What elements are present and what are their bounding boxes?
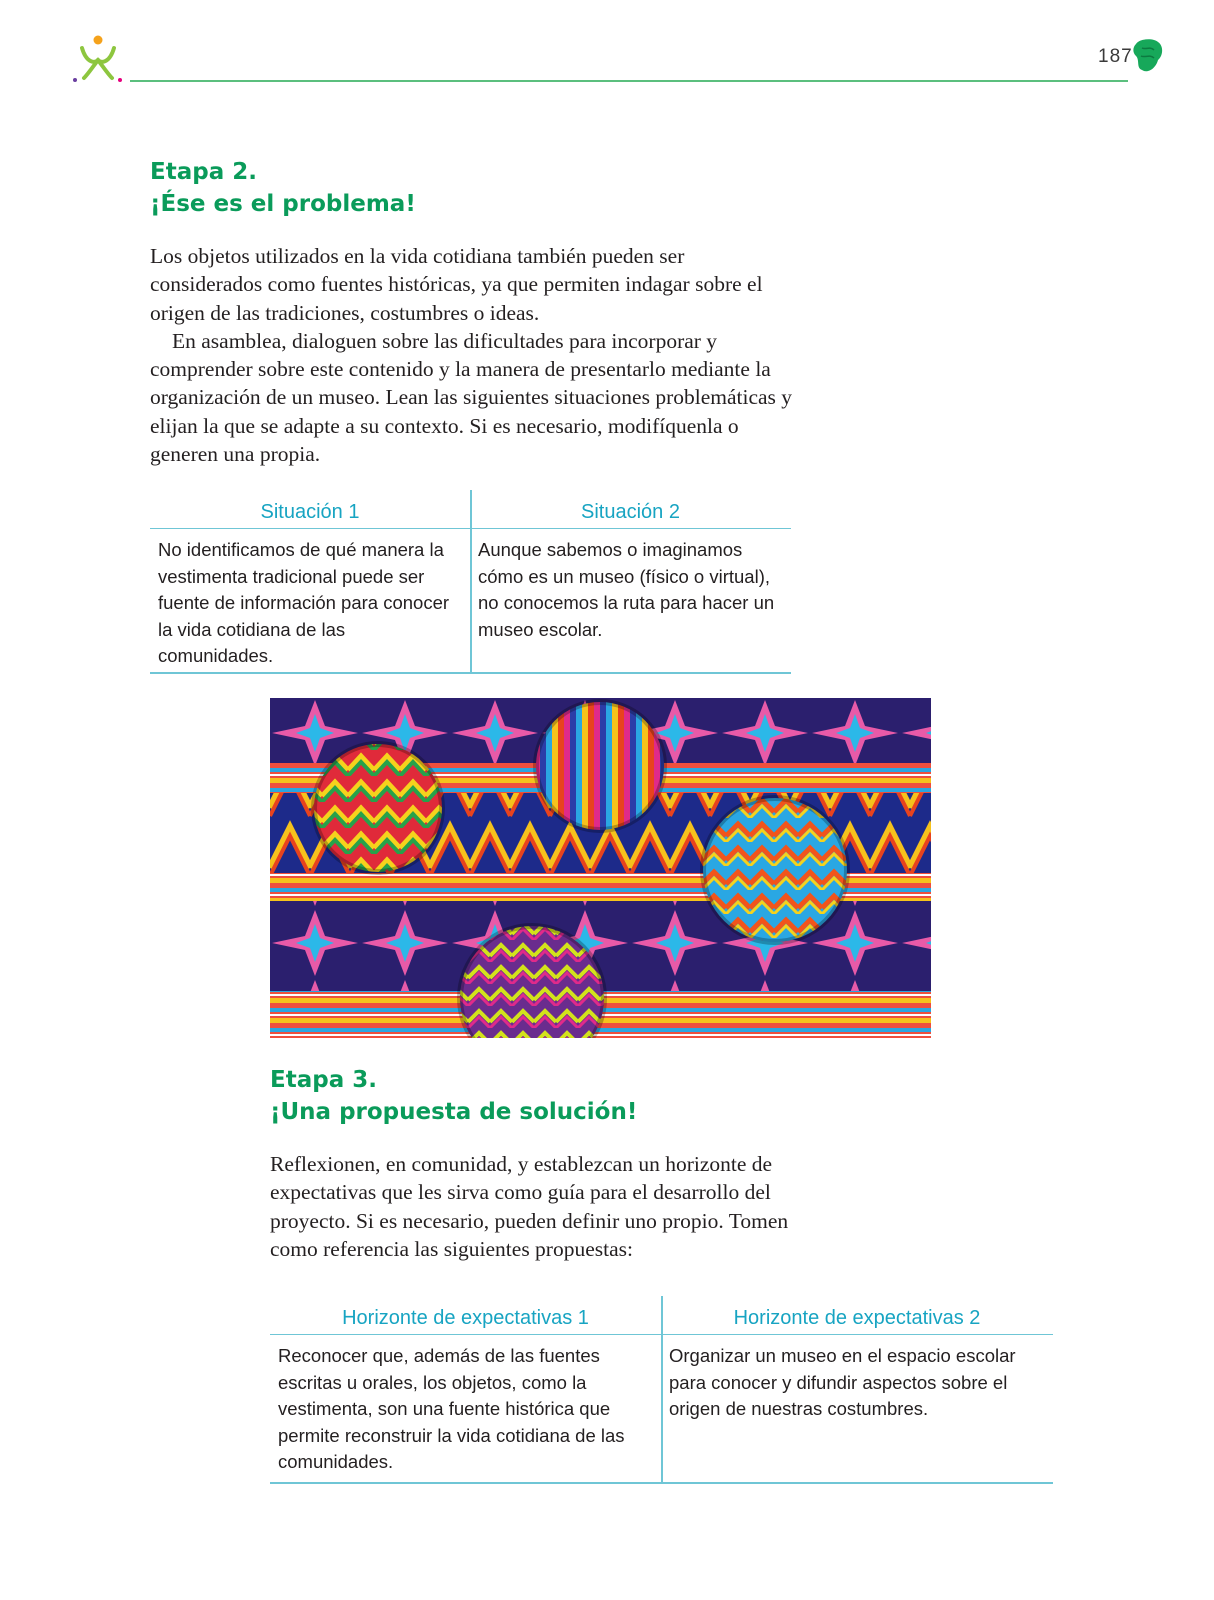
situation-2-column: [470, 490, 791, 643]
stage3-heading: [270, 1064, 637, 1128]
table-divider: [470, 490, 472, 674]
expectation-1-column: [270, 1296, 661, 1476]
expectation-2-header: Horizonte de expectativas 2: [661, 1296, 1053, 1335]
expectation-2-column: [661, 1296, 1053, 1423]
situation-1-header: Situación 1: [150, 490, 470, 529]
situation-2-header: Situación 2: [470, 490, 791, 529]
stage2-title: Etapa 2.: [150, 159, 257, 185]
situation-2-text: Aunque sabemos o imaginamos cómo es un museo (físico o virtual), no conocemos la ruta para hacer un museo escolar.: [478, 539, 775, 640]
stage2-paragraph1: Los objetos utilizados en la vida cotidiana también pueden ser considerados como fuentes históricas, ya que permiten indagar sobre el origen de las tradiciones, costumbres o ideas.: [150, 244, 763, 325]
logo-figure-icon: [72, 34, 124, 84]
expectation-2-text: Organizar un museo en el espacio escolar para conocer y difundir aspectos sobre el origen de nuestras costumbres.: [669, 1345, 1016, 1419]
page-number: 187: [1098, 46, 1133, 67]
header-logo: [72, 34, 124, 84]
stage3-text: [270, 1150, 800, 1263]
stage3-paragraph: Reflexionen, en comunidad, y establezcan un horizonte de expectativas que les sirva como guía para el desarrollo del proyecto. Si es necesario, pueden definir uno propio. Tomen como referencia las siguientes propuestas:: [270, 1152, 789, 1261]
stage2-text: [150, 242, 800, 468]
table-divider: [661, 1296, 663, 1484]
stage2-subtitle: ¡Ése es el problema!: [150, 191, 416, 217]
header-rule: [130, 80, 1128, 82]
stage2-heading: [150, 156, 416, 220]
textile-balls-image: [270, 698, 931, 1038]
table-bottom-rule: [270, 1482, 1053, 1484]
expectation-1-text: Reconocer que, además de las fuentes escritas u orales, los objetos, como la vestimenta, son una fuente histórica que permite reconstruir la vida cotidiana de las comunidades.: [278, 1345, 625, 1472]
green-blob-icon: [1132, 38, 1164, 74]
expectation-1-header: Horizonte de expectativas 1: [270, 1296, 661, 1335]
header-decoration: [1132, 38, 1164, 74]
situation-1-text: No identificamos de qué manera la vestimenta tradicional puede ser fuente de información para conocer la vida cotidiana de las comunidades.: [158, 539, 450, 666]
expectations-table: [270, 1296, 1053, 1484]
textile-photo: [270, 698, 931, 1038]
situations-table: [150, 490, 791, 674]
stage2-paragraph2: En asamblea, dialoguen sobre las dificultades para incorporar y comprender sobre este contenido y la manera de presentarlo mediante la organización de un museo. Lean las siguientes situaciones problemáticas y elijan la que se adapte a su contexto. Si es necesario, modifíquenla o generen una propia.: [150, 328, 793, 467]
situation-1-column: [150, 490, 470, 670]
table-bottom-rule: [150, 672, 791, 674]
stage3-title: Etapa 3.: [270, 1067, 377, 1093]
stage3-subtitle: ¡Una propuesta de solución!: [270, 1099, 638, 1125]
